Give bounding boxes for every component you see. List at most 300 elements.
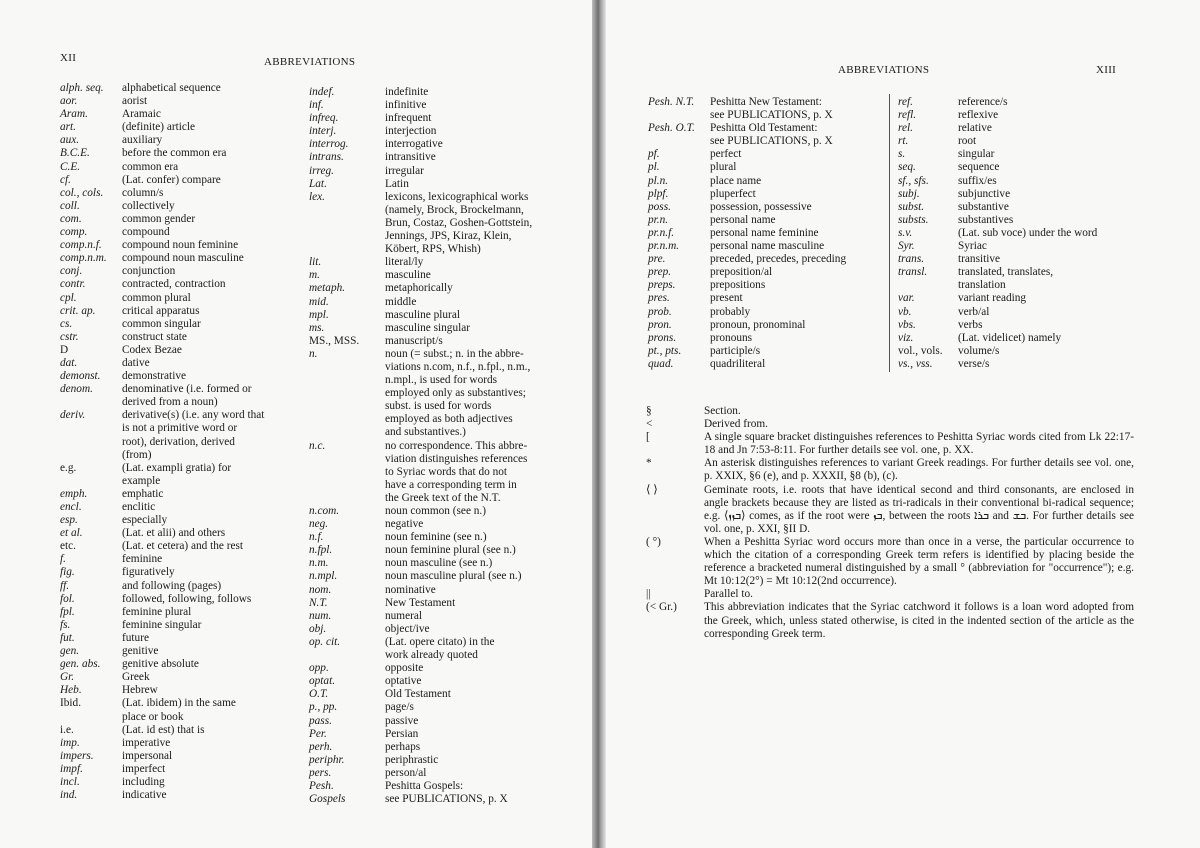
abbreviation-definition: n.mpl., is used for words [385, 374, 498, 387]
abbreviation-entry [309, 741, 549, 754]
abbreviation-entry [898, 266, 1130, 279]
abbreviation-term: impf. [60, 762, 83, 775]
abbreviation-entry [309, 479, 549, 492]
abbreviation-entry [898, 148, 1130, 161]
abbreviation-entry [60, 750, 295, 763]
abbreviation-entry [60, 593, 295, 606]
abbreviation-entry [309, 256, 549, 269]
abbreviation-term: interrog. [309, 138, 349, 151]
book-gutter [592, 0, 606, 848]
abbreviation-definition: irregular [385, 164, 424, 177]
abbreviation-entry [60, 187, 295, 200]
abbreviation-term: esp. [60, 514, 78, 527]
abbreviation-entry [60, 318, 295, 331]
left-page [0, 0, 592, 848]
abbreviation-term: pr.n.m. [648, 240, 680, 253]
abbreviation-definition: present [710, 292, 743, 305]
abbreviation-term [898, 279, 958, 292]
abbreviation-entry [60, 134, 295, 147]
abbreviation-term [309, 400, 385, 413]
abbreviation-term: plpf. [648, 187, 669, 200]
abbreviation-term: B.C.E. [60, 147, 90, 160]
abbreviation-definition: perfect [710, 148, 742, 161]
abbreviation-definition: noun (= subst.; n. in the abbre- [385, 347, 524, 360]
abbreviation-definition: person/al [385, 766, 427, 779]
abbreviation-definition: future [122, 631, 149, 644]
abbreviation-definition: employed as both adjectives [385, 413, 513, 426]
abbreviation-term: op. cit. [309, 635, 341, 648]
abbreviation-term: prons. [648, 331, 677, 344]
abbreviation-entry [309, 191, 549, 204]
abbreviation-term: || [646, 588, 651, 601]
abbreviation-definition: Greek [122, 671, 150, 684]
abbreviation-term: mpl. [309, 308, 329, 321]
abbreviation-term: n.c. [309, 439, 326, 452]
abbreviation-term: e.g. [60, 461, 77, 474]
abbreviation-term: rel. [898, 122, 913, 135]
abbreviation-entry [898, 358, 1130, 371]
abbreviation-term: inf. [309, 99, 324, 112]
abbreviation-definition: verse/s [958, 357, 990, 370]
abbreviation-definition: subjunctive [958, 187, 1011, 200]
abbreviation-term: alph. seq. [60, 82, 104, 94]
column-divider [889, 94, 890, 372]
abbreviation-entry [898, 292, 1130, 305]
abbreviation-entry [309, 662, 549, 675]
abbreviation-entry [648, 319, 892, 332]
abbreviation-entry [309, 178, 549, 191]
abbreviation-definition: indicative [122, 789, 167, 802]
abbreviation-column-2 [309, 86, 549, 806]
abbreviation-entry [60, 200, 295, 213]
abbreviation-entry [648, 227, 892, 240]
abbreviation-term: D [60, 343, 69, 356]
abbreviation-term: pass. [309, 714, 332, 727]
abbreviation-term [309, 230, 385, 243]
abbreviation-entry [60, 488, 295, 501]
abbreviation-term: ms. [309, 321, 325, 334]
abbreviation-term: MS., MSS. [309, 334, 360, 347]
abbreviation-entry [309, 400, 549, 413]
abbreviation-term: comp.n.f. [60, 239, 102, 252]
abbreviation-term [60, 436, 122, 449]
symbol-notes [646, 405, 1134, 641]
abbreviation-term: coll. [60, 199, 80, 212]
abbreviation-definition: demonstrative [122, 370, 186, 383]
abbreviation-entry [648, 279, 892, 292]
abbreviation-term: mid. [309, 295, 329, 308]
abbreviation-term: n.mpl. [309, 570, 338, 583]
abbreviation-term: substs. [898, 213, 929, 226]
abbreviation-term: imp. [60, 736, 80, 749]
abbreviation-entry [60, 383, 295, 396]
abbreviation-definition: no correspondence. This abbre- [385, 439, 528, 452]
abbreviation-entry [309, 296, 549, 309]
abbreviation-definition: suffix/es [958, 174, 997, 187]
abbreviation-definition: emphatic [122, 487, 164, 500]
abbreviation-definition: personal name [710, 213, 776, 226]
abbreviation-entry [309, 570, 549, 583]
abbreviation-term: crit. ap. [60, 304, 96, 317]
abbreviation-term [309, 361, 385, 374]
abbreviation-entry [60, 553, 295, 566]
abbreviation-definition: nominative [385, 583, 436, 596]
abbreviation-term: f. [60, 553, 66, 566]
abbreviation-definition: translation [958, 279, 1006, 292]
abbreviation-term: encl. [60, 501, 82, 513]
abbreviation-term: vol., vols. [898, 344, 943, 357]
abbreviation-entry [309, 557, 549, 570]
abbreviation-term: cs. [60, 317, 73, 330]
abbreviation-term: n.fpl. [309, 544, 333, 557]
abbreviation-entry [309, 217, 549, 230]
abbreviation-entry [309, 322, 549, 335]
abbreviation-entry [60, 711, 295, 724]
abbreviation-term: optat. [309, 675, 336, 688]
abbreviation-term: fpl. [60, 605, 75, 618]
abbreviation-definition: Section. [704, 405, 741, 417]
abbreviation-definition: (Lat. id est) that is [122, 723, 205, 736]
abbreviation-term: pres. [648, 292, 670, 305]
abbreviation-term: sf., sfs. [898, 174, 929, 187]
abbreviation-definition: volume/s [958, 344, 1000, 357]
abbreviation-definition: (Lat. opere citato) in the [385, 635, 495, 648]
abbreviation-entry [309, 426, 549, 439]
abbreviation-entry [60, 174, 295, 187]
abbreviation-definition: pronouns [710, 331, 753, 344]
abbreviation-entry [309, 597, 549, 610]
abbreviation-definition: substantives [958, 213, 1014, 226]
abbreviation-definition: When a Peshitta Syriac word occurs more than once in a verse, the particular occurrence to which the citation of a corresponding Greek term refers is identified by placing beside the reference a bracketed numeral distinguished by a small ° (abbreviation for "occurrence"); e.g. Mt 10:12(2°) = Mt 10:12(2nd occurrence). [704, 535, 1134, 588]
abbreviation-term: nom. [309, 583, 332, 596]
abbreviation-entry [898, 319, 1130, 332]
abbreviation-term: vs., vss. [898, 357, 933, 370]
abbreviation-entry [898, 135, 1130, 148]
abbreviation-definition: Old Testament [385, 688, 451, 701]
abbreviation-term: cpl. [60, 291, 77, 304]
abbreviation-entry [309, 413, 549, 426]
abbreviation-definition: to Syriac words that do not [385, 465, 508, 478]
abbreviation-definition: possession, possessive [710, 200, 812, 213]
abbreviation-entry [60, 462, 295, 475]
abbreviation-definition: noun feminine (see n.) [385, 531, 487, 544]
abbreviation-term: gen. abs. [60, 658, 101, 671]
abbreviation-term [60, 711, 122, 724]
abbreviation-term: cstr. [60, 330, 79, 343]
abbreviation-entry [60, 501, 295, 514]
abbreviation-term [648, 109, 710, 122]
abbreviation-definition: masculine [385, 269, 431, 282]
abbreviation-definition: followed, following, follows [122, 592, 252, 605]
abbreviation-term: < [646, 418, 653, 431]
abbreviation-definition: see PUBLICATIONS, p. X [385, 793, 508, 806]
abbreviation-definition: verbs [958, 318, 983, 331]
abbreviation-entry [309, 728, 549, 741]
abbreviation-entry [309, 793, 549, 806]
abbreviation-entry [309, 636, 549, 649]
abbreviation-definition: pluperfect [710, 187, 756, 200]
abbreviation-entry [60, 278, 295, 291]
abbreviation-entry [309, 688, 549, 701]
abbreviation-definition: Codex Bezae [122, 343, 182, 356]
abbreviation-definition: compound noun feminine [122, 239, 239, 252]
abbreviation-definition: singular [958, 148, 995, 161]
abbreviation-definition: Persian [385, 727, 419, 740]
abbreviation-definition: manuscript/s [385, 334, 443, 347]
abbreviation-entry [648, 175, 892, 188]
abbreviation-entry [60, 684, 295, 697]
abbreviation-term: s. [898, 148, 906, 161]
abbreviation-entry [309, 387, 549, 400]
abbreviation-entry [60, 95, 295, 108]
abbreviation-term: vb. [898, 305, 912, 318]
abbreviation-entry [648, 96, 892, 109]
abbreviation-entry [309, 309, 549, 322]
abbreviation-term: vbs. [898, 318, 916, 331]
abbreviation-definition: relative [958, 122, 992, 135]
abbreviation-entry [60, 449, 295, 462]
abbreviation-definition: noun feminine plural (see n.) [385, 544, 516, 557]
abbreviation-entry [60, 645, 295, 658]
abbreviation-term: impers. [60, 749, 94, 762]
abbreviation-definition: viation distinguishes references [385, 452, 528, 465]
abbreviation-definition: common gender [122, 212, 196, 225]
abbreviation-definition: optative [385, 675, 422, 688]
abbreviation-definition: transitive [958, 253, 1001, 266]
abbreviation-entry [309, 335, 549, 348]
running-head: ABBREVIATIONS [838, 64, 930, 76]
abbreviation-term: metaph. [309, 282, 346, 295]
abbreviation-entry [60, 619, 295, 632]
abbreviation-entry [898, 161, 1130, 174]
abbreviation-term: s.v. [898, 226, 913, 239]
abbreviation-entry [648, 292, 892, 305]
abbreviation-term: refl. [898, 109, 917, 122]
abbreviation-entry [60, 724, 295, 737]
abbreviation-definition: Geminate roots, i.e. roots that have identical second and third consonants, are enclosed in angle brackets because they are listed as tri-radicals in their conventional bi-radical sequence; e.g. ⟨ܒܙܙ⟩ comes, as if the root were ܒܙ, between the roots ܒܪܐ and ܒܫ. For further details see vol. one, p. XXI, §II D. [704, 483, 1135, 535]
abbreviation-entry [60, 357, 295, 370]
abbreviation-entry [898, 279, 1130, 292]
abbreviation-term: Aram. [60, 108, 88, 121]
abbreviation-term [309, 387, 385, 400]
abbreviation-term: aux. [60, 134, 80, 147]
abbreviation-term: C.E. [60, 160, 81, 173]
abbreviation-definition: This abbreviation indicates that the Syriac catchword it follows is a loan word adopted from the Greek, which, unless stated otherwise, is cited in the indented section of the article as the corresponding Greek term. [704, 601, 1134, 640]
abbreviation-term: prep. [648, 266, 672, 279]
abbreviation-column-1 [648, 96, 892, 371]
abbreviation-definition: before the common era [122, 147, 227, 160]
abbreviation-term: § [646, 405, 652, 417]
abbreviation-definition: imperfect [122, 762, 166, 775]
abbreviation-term: Gr. [60, 671, 75, 684]
abbreviation-definition: derivative(s) (i.e. any word that [122, 409, 265, 422]
abbreviation-entry [898, 227, 1130, 240]
abbreviation-definition: preposition/al [710, 266, 773, 279]
abbreviation-definition: (Lat. exampli gratia) for [122, 461, 232, 474]
abbreviation-term: infreq. [309, 112, 339, 125]
abbreviation-definition: derived from a noun) [122, 396, 218, 409]
abbreviation-term: cf. [60, 173, 71, 186]
abbreviation-entry [60, 161, 295, 174]
abbreviation-entry [648, 188, 892, 201]
abbreviation-term: pr.n. [648, 213, 669, 226]
abbreviation-definition: root), derivation, derived [122, 435, 235, 448]
abbreviation-term: N.T. [309, 596, 328, 609]
abbreviation-entry [648, 306, 892, 319]
abbreviation-entry [309, 754, 549, 767]
abbreviation-definition: literal/ly [385, 256, 424, 269]
abbreviation-term: n.f. [309, 531, 324, 544]
abbreviation-entry [60, 265, 295, 278]
abbreviation-term: prob. [648, 305, 672, 318]
abbreviation-term: gen. [60, 645, 80, 658]
abbreviation-term [60, 475, 122, 488]
abbreviation-term [309, 426, 385, 439]
abbreviation-definition: noun masculine (see n.) [385, 557, 493, 570]
abbreviation-definition: Derived from. [704, 418, 768, 431]
abbreviation-entry [648, 214, 892, 227]
abbreviation-entry [648, 332, 892, 345]
abbreviation-definition: (from) [122, 448, 152, 461]
abbreviation-term: quad. [648, 357, 674, 370]
abbreviation-definition: including [122, 775, 165, 788]
abbreviation-term: etc. [60, 540, 76, 553]
page-number: XIII [1096, 64, 1117, 76]
abbreviation-entry [646, 405, 1134, 418]
abbreviation-entry [309, 151, 549, 164]
abbreviation-entry [309, 584, 549, 597]
abbreviation-definition: subst. is used for words [385, 400, 492, 413]
abbreviation-column-1 [60, 82, 295, 802]
abbreviation-term: subj. [898, 187, 920, 200]
abbreviation-entry [309, 466, 549, 479]
abbreviation-entry [309, 86, 549, 99]
abbreviation-definition: example [122, 474, 161, 487]
abbreviation-entry [646, 431, 1134, 457]
abbreviation-entry [60, 108, 295, 121]
abbreviation-entry [646, 536, 1134, 588]
abbreviation-term: pf. [648, 148, 660, 161]
abbreviation-entry [309, 492, 549, 505]
abbreviation-term: Per. [309, 727, 327, 740]
abbreviation-definition: root [958, 135, 977, 148]
abbreviation-definition: infinitive [385, 99, 427, 112]
abbreviation-entry [646, 457, 1134, 483]
abbreviation-term: pre. [648, 253, 666, 266]
abbreviation-entry [309, 780, 549, 793]
abbreviation-term: comp.n.m. [60, 252, 107, 265]
abbreviation-entry [60, 776, 295, 789]
abbreviation-term: pl. [648, 161, 660, 174]
running-head: ABBREVIATIONS [264, 56, 356, 68]
abbreviation-definition: probably [710, 305, 751, 318]
abbreviation-definition: object/ive [385, 622, 430, 635]
abbreviation-definition: Peshitta New Testament: [710, 96, 822, 108]
abbreviation-definition: enclitic [122, 501, 156, 513]
abbreviation-term: pr.n.f. [648, 226, 675, 239]
abbreviation-term [309, 217, 385, 230]
right-page [606, 0, 1200, 848]
abbreviation-term [648, 135, 710, 148]
abbreviation-entry [60, 409, 295, 422]
abbreviation-entry [309, 453, 549, 466]
abbreviation-entry [898, 122, 1130, 135]
abbreviation-term: var. [898, 292, 915, 305]
abbreviation-definition: interrogative [385, 138, 443, 151]
abbreviation-entry [898, 188, 1130, 201]
abbreviation-entry [646, 601, 1134, 640]
abbreviation-term [309, 649, 385, 662]
abbreviation-definition: prepositions [710, 279, 766, 292]
abbreviation-entry [60, 737, 295, 750]
abbreviation-term: et al. [60, 527, 83, 540]
abbreviation-definition: (Lat. confer) compare [122, 173, 221, 186]
abbreviation-definition: feminine singular [122, 618, 202, 631]
abbreviation-definition: place name [710, 174, 762, 187]
abbreviation-entry [648, 240, 892, 253]
abbreviation-term: periphr. [309, 753, 345, 766]
abbreviation-entry [60, 789, 295, 802]
abbreviation-entry [646, 484, 1134, 536]
abbreviation-entry [898, 109, 1130, 122]
abbreviation-definition: interjection [385, 125, 437, 138]
abbreviation-term: fut. [60, 631, 75, 644]
abbreviation-definition: numeral [385, 609, 423, 622]
abbreviation-definition: perhaps [385, 740, 421, 753]
abbreviation-entry [648, 148, 892, 161]
abbreviation-term [309, 492, 385, 505]
abbreviation-definition: An asterisk distinguishes references to variant Greek readings. For further details see vol. one, p. XXIX, §6 (e), and p. XXXII, §8 (b), (c). [704, 457, 1134, 483]
abbreviation-entry [60, 527, 295, 540]
abbreviation-entry [60, 632, 295, 645]
abbreviation-definition: critical apparatus [122, 304, 200, 317]
abbreviation-definition: participle/s [710, 344, 761, 357]
abbreviation-term [309, 243, 385, 256]
abbreviation-entry [309, 230, 549, 243]
abbreviation-term [309, 479, 385, 492]
abbreviation-definition: preceded, precedes, preceding [710, 253, 847, 266]
abbreviation-entry [60, 82, 295, 95]
abbreviation-entry [60, 305, 295, 318]
abbreviation-entry [648, 358, 892, 371]
abbreviation-term: conj. [60, 265, 83, 278]
abbreviation-definition: genitive [122, 645, 159, 658]
abbreviation-entry [309, 282, 549, 295]
abbreviation-entry [648, 345, 892, 358]
abbreviation-entry [60, 436, 295, 449]
abbreviation-entry [60, 475, 295, 488]
abbreviation-definition: plural [710, 161, 737, 174]
abbreviation-definition: employed only as substantives; [385, 387, 526, 400]
abbreviation-entry [60, 226, 295, 239]
abbreviation-entry [60, 121, 295, 134]
abbreviation-entry [60, 239, 295, 252]
abbreviation-entry [898, 345, 1130, 358]
abbreviation-entry [60, 147, 295, 160]
abbreviation-definition: lexicons, lexicographical works [385, 190, 529, 203]
abbreviation-definition: see PUBLICATIONS, p. X [710, 135, 833, 148]
abbreviation-term: rt. [898, 135, 909, 148]
abbreviation-term: ( °) [646, 535, 661, 548]
abbreviation-definition: collectively [122, 199, 175, 212]
abbreviation-entry [309, 715, 549, 728]
abbreviation-term: aor. [60, 95, 78, 108]
abbreviation-term: lex. [309, 190, 325, 203]
abbreviation-term: art. [60, 121, 77, 134]
abbreviation-term [309, 453, 385, 466]
abbreviation-entry [60, 566, 295, 579]
abbreviation-definition: sequence [958, 161, 1000, 174]
